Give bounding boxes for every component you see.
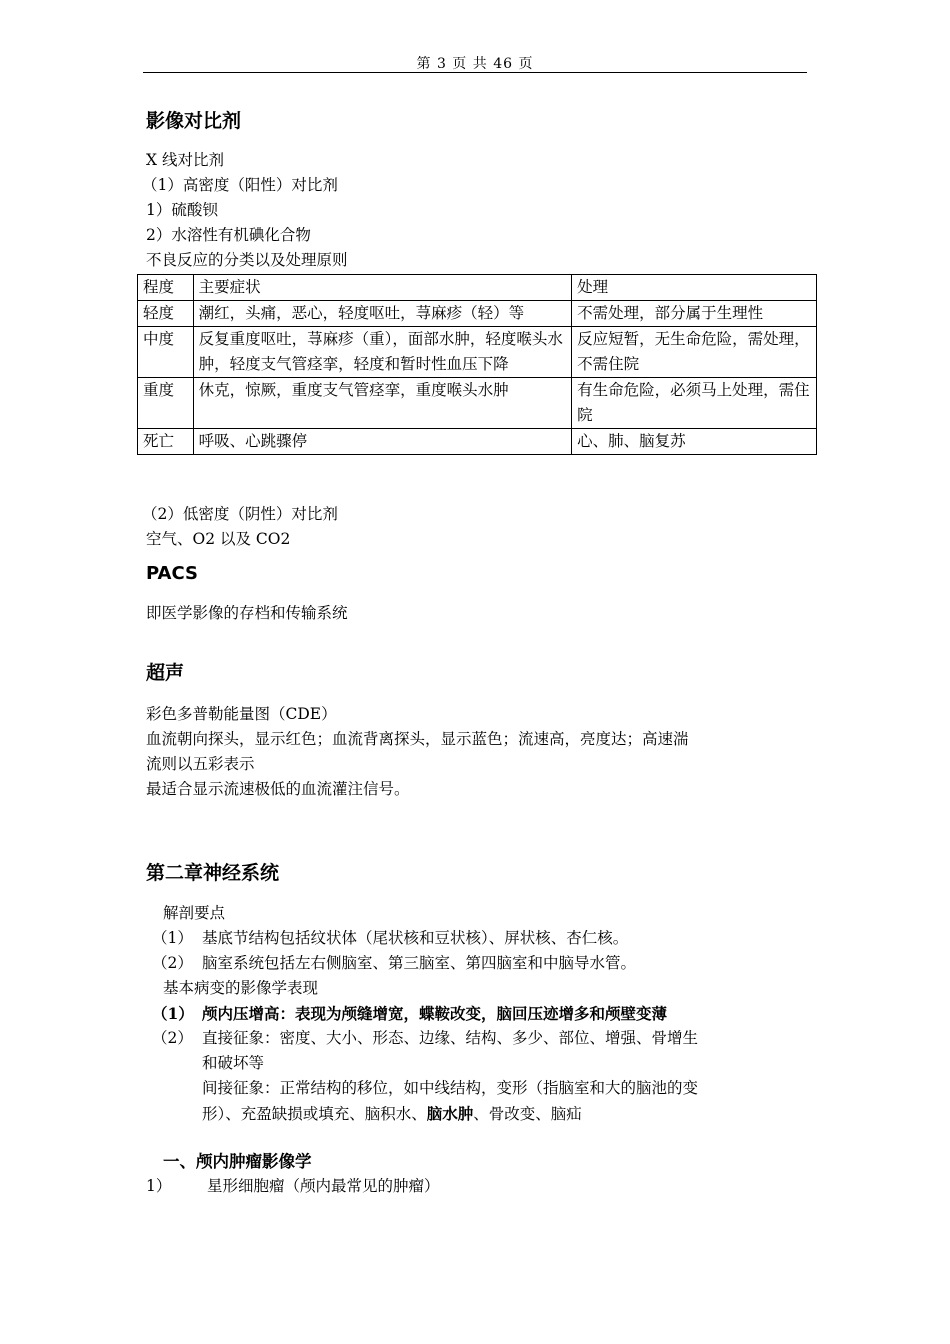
text-low-items: 空气、O2 以及 CO2	[146, 530, 291, 548]
table-cell: 潮红，头痛，恶心，轻度呕吐，荨麻疹（轻）等	[193, 301, 572, 327]
list-item-bold: 颅内压增高：表现为颅缝增宽，蝶鞍改变，脑回压迹增多和颅壁变薄	[202, 1004, 668, 1023]
heading-ultrasound: 超声	[146, 662, 185, 684]
heading-chapter-2: 第二章神经系统	[146, 862, 280, 884]
text-low-density: （2）低密度（阴性）对比剂	[142, 505, 338, 523]
table-cell: 呼吸、心跳骤停	[193, 429, 572, 455]
table-cell: 心、肺、脑复苏	[572, 429, 817, 455]
list-number: 1）	[146, 1177, 172, 1195]
text-cde: 彩色多普勒能量图（CDE）	[146, 705, 337, 723]
table-header-cell: 主要症状	[193, 275, 572, 301]
text-reaction-title: 不良反应的分类以及处理原则	[146, 251, 348, 269]
table-cell: 重度	[138, 378, 194, 429]
table-row	[138, 327, 817, 378]
text-ultrasound-line-1: 血流朝向探头，显示红色；血流背离探头，显示蓝色；流速高，亮度达；高速湍	[146, 730, 689, 748]
table-cell: 有生命危险，必须马上处理，需住院	[572, 378, 817, 429]
table-cell: 反应短暂，无生命危险，需处理，不需住院	[572, 327, 817, 378]
table-cell: 休克，惊厥，重度支气管痉挛，重度喉头水肿	[193, 378, 572, 429]
table-header-cell: 程度	[138, 275, 194, 301]
table-header-cell: 处理	[572, 275, 817, 301]
list-item-line	[202, 1101, 817, 1127]
list-item: 星形细胞瘤（颅内最常见的肿瘤）	[207, 1177, 440, 1195]
list-number: （1）	[152, 1004, 194, 1023]
heading-contrast-agent: 影像对比剂	[146, 110, 242, 132]
page-number-header: 第 3 页 共 46 页	[416, 56, 534, 72]
text-ultrasound-line-2: 流则以五彩表示	[146, 755, 255, 773]
heading-section-1: 一、颅内肿瘤影像学	[163, 1152, 312, 1171]
list-item: 基底节结构包括纹状体（尾状核和豆状核）、屏状核、杏仁核。	[202, 929, 629, 947]
heading-pacs: PACS	[146, 563, 198, 584]
list-item-line: 直接征象：密度、大小、形态、边缘、结构、多少、部位、增强、骨增生	[202, 1029, 699, 1047]
text-xray-contrast: X 线对比剂	[146, 151, 224, 169]
table-row	[138, 429, 817, 455]
table-header-row	[138, 275, 817, 301]
text-item-2: 2）水溶性有机碘化合物	[146, 226, 311, 244]
text-segment: 形）、充盈缺损或填充、脑积水、	[202, 1105, 427, 1123]
text-high-density: （1）高密度（阳性）对比剂	[142, 176, 338, 194]
reaction-table	[137, 274, 817, 455]
table-cell: 轻度	[138, 301, 194, 327]
table-cell: 死亡	[138, 429, 194, 455]
table-row	[138, 378, 817, 429]
header-rule	[143, 72, 807, 73]
table-cell: 中度	[138, 327, 194, 378]
text-item-1: 1）硫酸钡	[146, 201, 218, 219]
list-item-line: 和破坏等	[202, 1054, 265, 1072]
text-segment: 、骨改变、脑疝	[473, 1105, 582, 1123]
list-number: （2）	[152, 954, 193, 972]
list-item: 脑室系统包括左右侧脑室、第三脑室、第四脑室和中脑导水管。	[202, 954, 637, 972]
list-item-line: 间接征象：正常结构的移位，如中线结构，变形（指脑室和大的脑池的变	[202, 1079, 699, 1097]
list-number: （1）	[152, 929, 193, 947]
table-cell: 不需处理，部分属于生理性	[572, 301, 817, 327]
table-cell: 反复重度呕吐，荨麻疹（重），面部水肿，轻度喉头水肿，轻度支气管痉挛，轻度和暂时性血压下降	[193, 327, 572, 378]
text-anatomy: 解剖要点	[163, 904, 226, 922]
table-row	[138, 301, 817, 327]
text-bold-segment: 脑水肿	[426, 1104, 474, 1123]
list-number: （2）	[152, 1029, 193, 1047]
text-ultrasound-line-3: 最适合显示流速极低的血流灌注信号。	[146, 780, 410, 798]
text-basic-lesions: 基本病变的影像学表现	[163, 979, 319, 997]
text-pacs-desc: 即医学影像的存档和传输系统	[146, 604, 348, 622]
